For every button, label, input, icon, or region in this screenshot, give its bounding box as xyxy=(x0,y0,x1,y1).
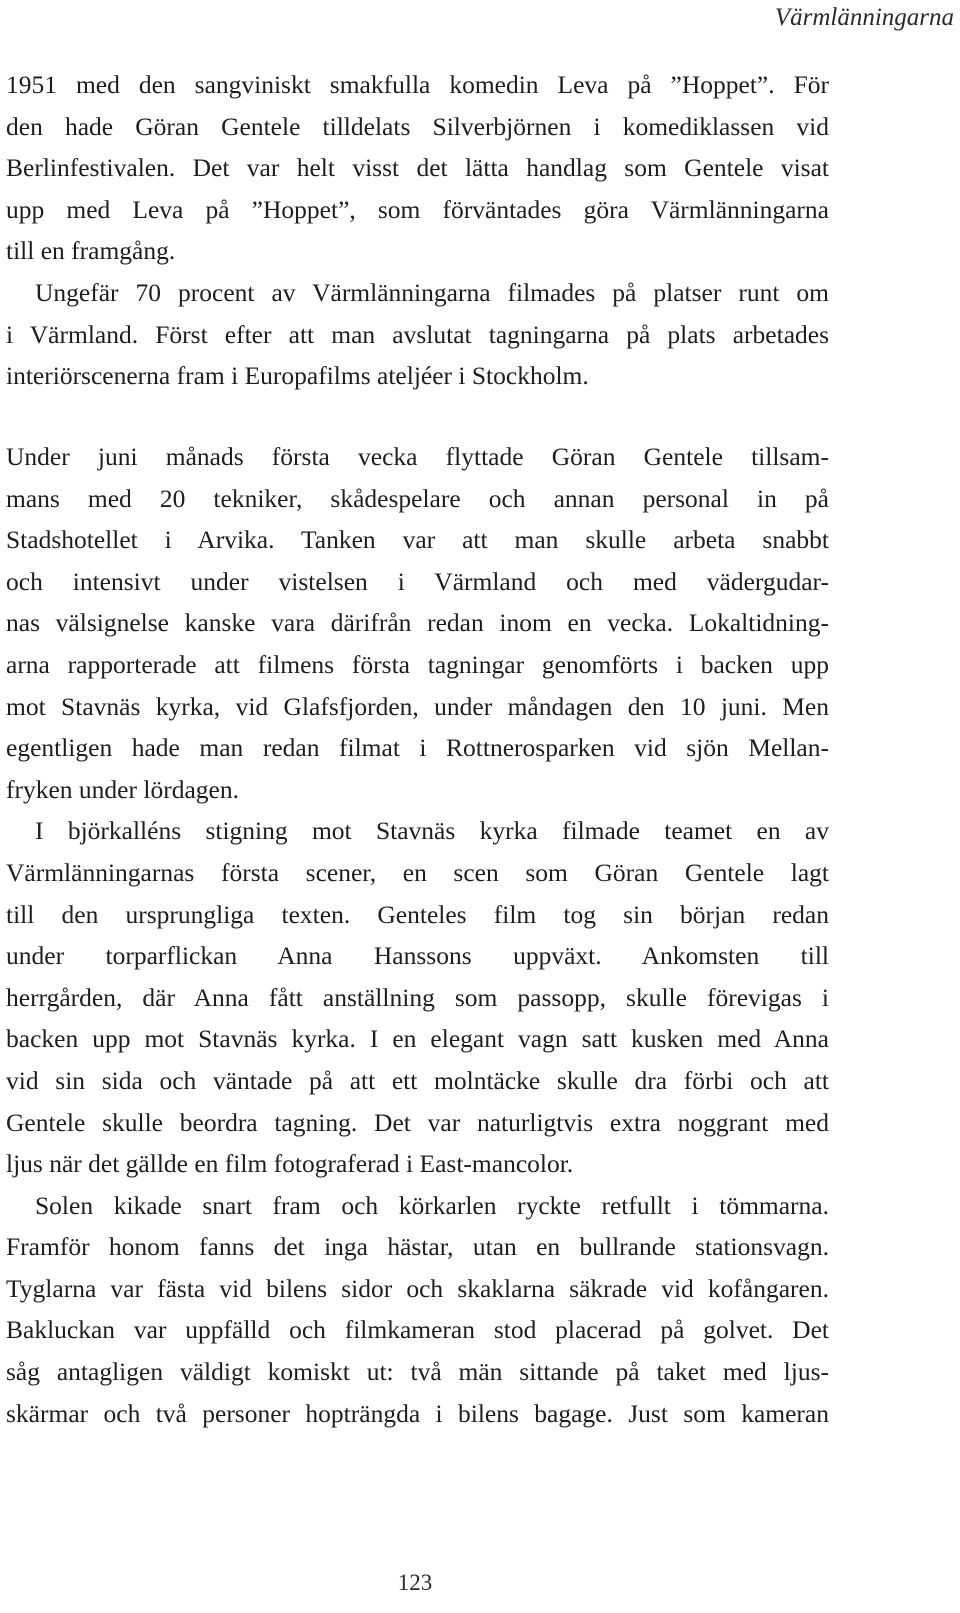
text-line: I björkalléns stigning mot Stavnäs kyrka filmade teamet en av xyxy=(35,816,829,846)
paragraph-block-2 xyxy=(6,436,829,1434)
text-line: herrgården, där Anna fått anställning som passopp, skulle förevigas i xyxy=(6,982,829,1012)
text-line: Gentele skulle beordra tagning. Det var naturligtvis extra noggrant med xyxy=(6,1107,829,1137)
text-line: såg antagligen väldigt komiskt ut: två män sittande på taket med ljus- xyxy=(6,1357,829,1387)
text-line: backen upp mot Stavnäs kyrka. I en elegant vagn satt kusken med Anna xyxy=(6,1024,829,1054)
text-line: till den ursprungliga texten. Genteles film tog sin början redan xyxy=(6,899,829,929)
text-line: mot Stavnäs kyrka, vid Glafsfjorden, under måndagen den 10 juni. Men xyxy=(6,691,829,721)
text-line: den hade Göran Gentele tilldelats Silverbjörnen i komediklassen vid xyxy=(6,111,829,141)
text-line: mans med 20 tekniker, skådespelare och annan personal in på xyxy=(6,483,829,513)
text-line: Berlinfestivalen. Det var helt visst det lätta handlag som Gentele visat xyxy=(6,153,829,183)
text-line: ljus när det gällde en film fotograferad i East-mancolor. xyxy=(6,1149,574,1179)
text-line: Ungefär 70 procent av Värmlänningarna filmades på platser runt om xyxy=(35,277,829,307)
paragraph-block-1 xyxy=(6,64,829,397)
text-line: interiörscenerna fram i Europafilms ateljéer i Stockholm. xyxy=(6,361,589,391)
text-line: upp med Leva på ”Hoppet”, som förväntades göra Värmlänningarna xyxy=(6,194,829,224)
text-line: vid sin sida och väntade på att ett molntäcke skulle dra förbi och att xyxy=(6,1065,829,1095)
text-line: skärmar och två personer hopträngda i bilens bagage. Just som kameran xyxy=(6,1398,829,1428)
text-line: Värmlänningarnas första scener, en scen som Göran Gentele lagt xyxy=(6,857,829,887)
text-line: Tyglarna var fästa vid bilens sidor och skaklarna säkrade vid kofångaren. xyxy=(6,1273,829,1303)
text-line: fryken under lördagen. xyxy=(6,774,239,804)
text-line: Framför honom fanns det inga hästar, utan en bullrande stationsvagn. xyxy=(6,1232,829,1262)
text-line: egentligen hade man redan filmat i Rottnerosparken vid sjön Mellan- xyxy=(6,733,829,763)
text-line: under torparflickan Anna Hanssons uppväxt. Ankomsten till xyxy=(6,941,829,971)
text-line: 1951 med den sangviniskt smakfulla komedin Leva på ”Hoppet”. För xyxy=(6,70,829,99)
text-line: i Värmland. Först efter att man avslutat tagningarna på plats arbetades xyxy=(6,319,829,349)
text-line: och intensivt under vistelsen i Värmland och med vädergudar- xyxy=(6,566,829,596)
text-line: nas välsignelse kanske vara därifrån redan inom en vecka. Lokaltidning- xyxy=(6,608,829,638)
text-line: till en framgång. xyxy=(6,236,176,266)
text-line: Solen kikade snart fram och körkarlen ryckte retfullt i tömmarna. xyxy=(35,1190,829,1220)
page-number: 123 xyxy=(397,1570,433,1595)
text-line: Stadshotellet i Arvika. Tanken var att man skulle arbeta snabbt xyxy=(6,525,829,555)
text-line: Under juni månads första vecka flyttade Göran Gentele tillsam- xyxy=(6,442,829,471)
running-head: Värmlänningarna xyxy=(774,4,954,31)
text-line: Bakluckan var uppfälld och filmkameran stod placerad på golvet. Det xyxy=(6,1315,829,1345)
text-line: arna rapporterade att filmens första tagningar genomförts i backen upp xyxy=(6,649,829,679)
